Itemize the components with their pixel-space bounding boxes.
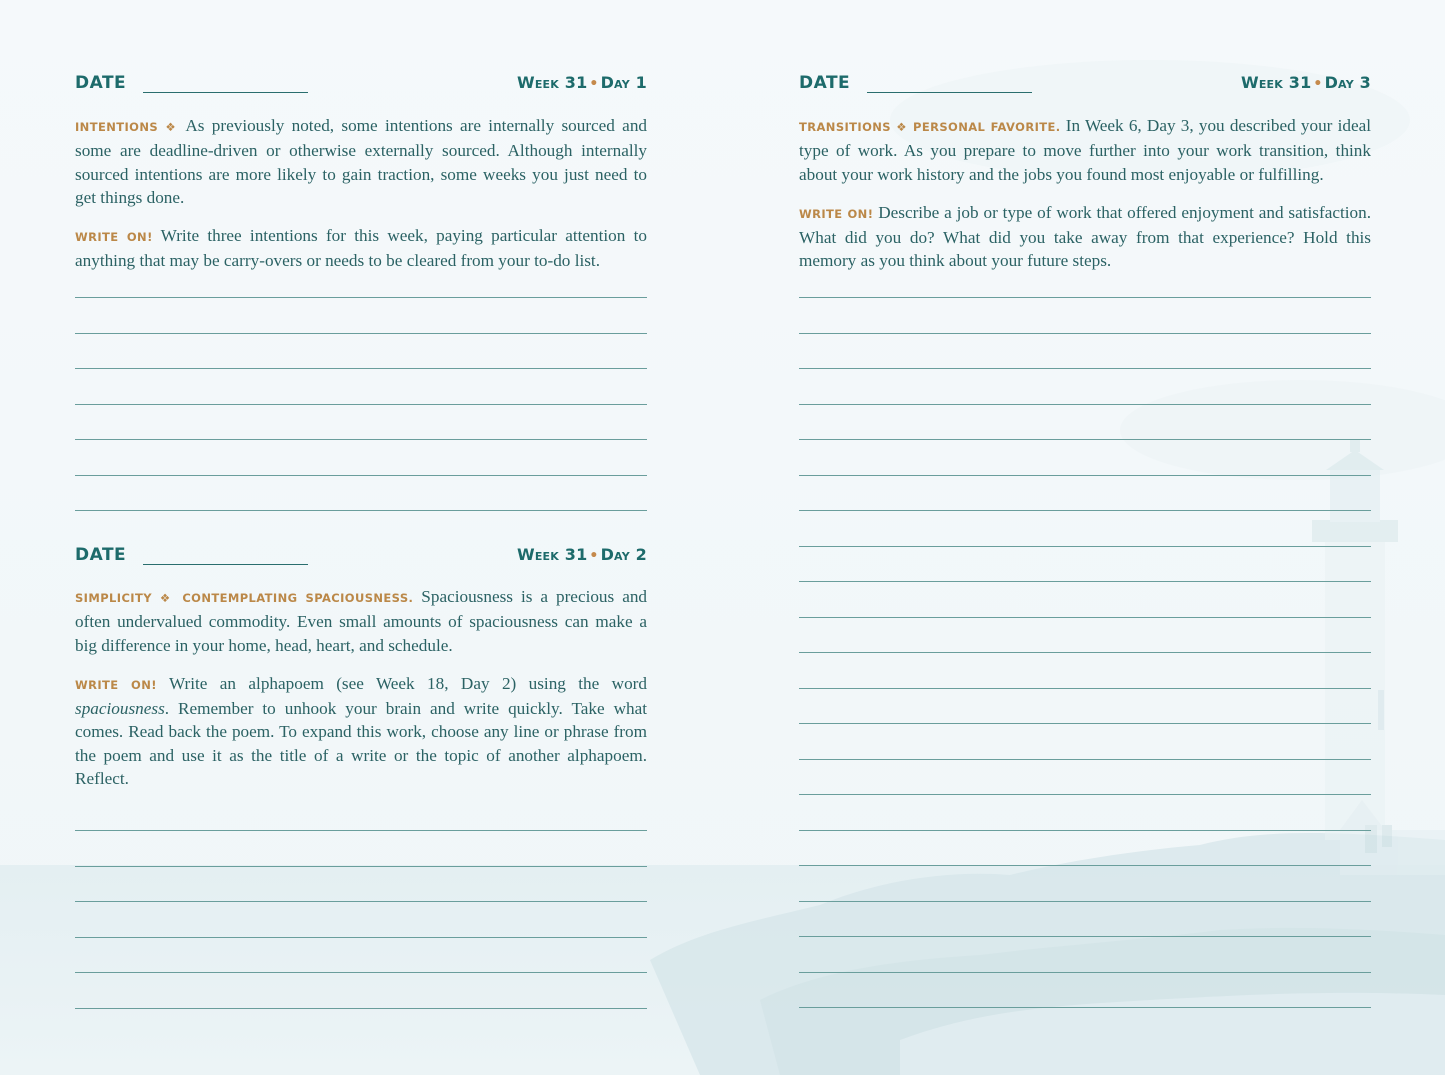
- writing-line[interactable]: [799, 972, 1371, 973]
- topic-label: TRANSITIONS: [799, 120, 891, 134]
- intro-text: In Week 6, Day 3, you described your ideal type of work. As you prepare to move further into your work transition, think about your work history and the jobs you found most enjoyable or fulfilling.: [799, 116, 1372, 184]
- entry-header: [799, 73, 1371, 97]
- week-number: Week 31: [516, 73, 588, 92]
- day-number: Day 1: [600, 73, 647, 92]
- writing-line[interactable]: [799, 652, 1371, 653]
- bullet-icon: •: [1313, 76, 1323, 92]
- diamond-icon: ❖: [159, 591, 175, 605]
- date-field[interactable]: [867, 92, 1032, 93]
- writing-line[interactable]: [799, 297, 1371, 298]
- date-label: DATE: [799, 73, 851, 93]
- intro-text: As previously noted, some intentions are internally sourced and some are deadline-driven or otherwise externally sourced. Although internally sourced intentions are more likely to gain traction, some weeks you just need to get things done.: [75, 116, 648, 207]
- writing-line[interactable]: [799, 368, 1371, 369]
- prompt-paragraph: [75, 672, 647, 790]
- writing-line[interactable]: [75, 404, 647, 405]
- writing-line[interactable]: [75, 368, 647, 369]
- intro-text: Spaciousness is a precious and often undervalued commodity. Even small amounts of spaciousness can make a big difference in your home, head, heart, and schedule.: [75, 587, 648, 655]
- writing-line[interactable]: [799, 617, 1371, 618]
- write-on-label: WRITE ON!: [75, 677, 157, 692]
- week-day-label: [517, 73, 647, 92]
- writing-line[interactable]: [799, 404, 1371, 405]
- intro-paragraph: [799, 114, 1371, 186]
- writing-line[interactable]: [799, 581, 1371, 582]
- write-on-label: WRITE ON!: [75, 230, 153, 245]
- prompt-text: Write an alphapoem (see Week 18, Day 2) using the word: [168, 673, 647, 693]
- day-number: Day 3: [1324, 73, 1371, 92]
- intro-paragraph: [75, 585, 647, 657]
- prompt-text: Describe a job or type of work that offered enjoyment and satisfaction. What did you do? What did you take away from that experience? Hold this memory as you think about your future steps.: [799, 202, 1371, 271]
- journal-entry-day-3: [799, 73, 1371, 273]
- writing-line[interactable]: [75, 1008, 647, 1009]
- week-day-label: [1241, 73, 1371, 92]
- writing-line[interactable]: [799, 830, 1371, 831]
- bullet-icon: •: [589, 548, 599, 564]
- writing-line[interactable]: [799, 439, 1371, 440]
- topic-label: INTENTIONS: [75, 120, 159, 134]
- intro-paragraph: [75, 114, 647, 209]
- writing-line[interactable]: [799, 1007, 1371, 1008]
- writing-line[interactable]: [75, 901, 647, 902]
- journal-entry-day-1: [75, 73, 647, 273]
- writing-line[interactable]: [75, 439, 647, 440]
- writing-line[interactable]: [799, 759, 1371, 760]
- writing-line[interactable]: [799, 333, 1371, 334]
- bullet-icon: •: [589, 76, 599, 92]
- week-number: Week 31: [1240, 73, 1312, 92]
- prompt-paragraph: [799, 201, 1371, 273]
- topic-label: SIMPLICITY: [75, 591, 152, 605]
- writing-line[interactable]: [799, 475, 1371, 476]
- date-label: DATE: [75, 73, 127, 93]
- writing-line[interactable]: [75, 297, 647, 298]
- writing-line[interactable]: [75, 830, 647, 831]
- writing-line[interactable]: [75, 866, 647, 867]
- week-number: Week 31: [516, 545, 588, 564]
- write-on-label: WRITE ON!: [799, 206, 874, 221]
- topic-subtitle: CONTEMPLATING SPACIOUSNESS.: [182, 591, 414, 605]
- prompt-text: Write three intentions for this week, paying particular attention to anything that may be carry-overs or needs to be cleared from your to-do list.: [75, 226, 647, 271]
- writing-line[interactable]: [75, 510, 647, 511]
- writing-line[interactable]: [799, 723, 1371, 724]
- writing-line[interactable]: [799, 865, 1371, 866]
- journal-entry-day-2: [75, 545, 647, 790]
- diamond-icon: ❖: [896, 120, 908, 134]
- writing-line[interactable]: [799, 794, 1371, 795]
- week-day-label: [517, 545, 647, 564]
- entry-header: [75, 73, 647, 97]
- writing-line[interactable]: [75, 972, 647, 973]
- prompt-text-continued: . Remember to unhook your brain and write quickly. Take what comes. Read back the poem. To expand this work, choose any line or phrase from the poem and use it as the title of a write or the topic of another alphapoem. Reflect.: [75, 699, 647, 789]
- date-field[interactable]: [143, 564, 308, 565]
- entry-header: [75, 545, 647, 569]
- diamond-icon: ❖: [165, 120, 180, 134]
- writing-line[interactable]: [75, 937, 647, 938]
- prompt-italic-word: spaciousness: [75, 699, 165, 719]
- writing-line[interactable]: [799, 688, 1371, 689]
- writing-line[interactable]: [799, 901, 1371, 902]
- topic-subtitle: PERSONAL FAVORITE.: [913, 120, 1061, 134]
- writing-line[interactable]: [799, 546, 1371, 547]
- day-number: Day 2: [600, 545, 647, 564]
- writing-line[interactable]: [75, 333, 647, 334]
- prompt-paragraph: [75, 224, 647, 273]
- date-label: DATE: [75, 545, 127, 565]
- date-field[interactable]: [143, 92, 308, 93]
- writing-line[interactable]: [75, 475, 647, 476]
- writing-line[interactable]: [799, 510, 1371, 511]
- writing-line[interactable]: [799, 936, 1371, 937]
